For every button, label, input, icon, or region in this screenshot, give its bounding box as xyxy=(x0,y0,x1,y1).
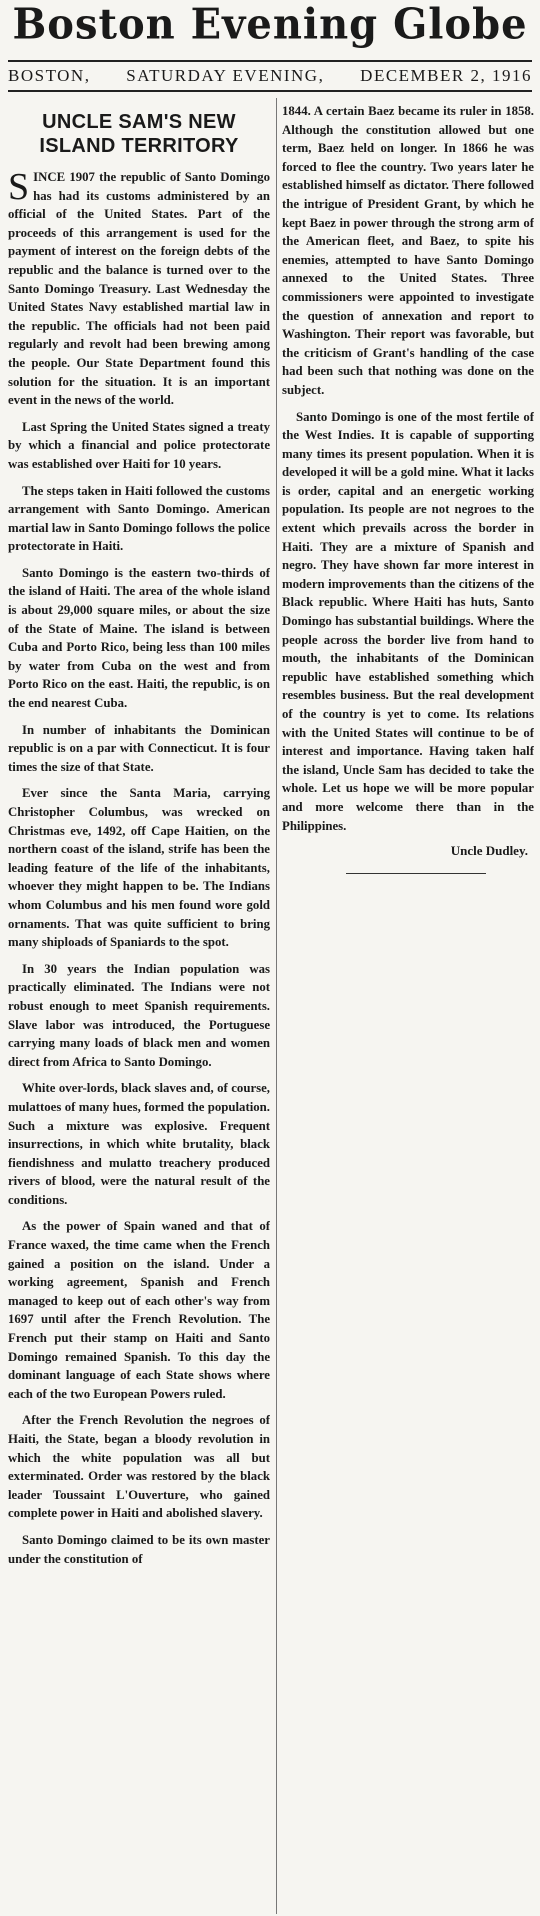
paragraph-10: Santo Domingo claimed to be its own master under the constitution of xyxy=(8,1532,270,1566)
paragraph-1: Last Spring the United States signed a treaty by which a financial and police protectorate was established over Haiti for 10 years. xyxy=(8,419,270,471)
article-headline xyxy=(8,110,270,158)
paragraph-11: Santo Domingo is one of the most fertile of the West Indies. It is capable of supporting many times its present population. When it is developed it will be a gold mine. What it lacks is order, capital and an energetic working population. Its people are not negroes to the extent which prevails across the border in Haiti. They are a mixture of Spanish and negro. They have shown far more interest in modern improvements than the citizens of the Black republic. Where Haiti has huts, Santo Domingo has substantial buildings. Where the people across the border live from hand to mouth, the inhabitants of the Dominican republic have established something which resembles business. But the real development of the country is yet to come. Its relations with the United States will continue to be of interest and importance. Having taken half the island, Uncle Sam has decided to take the whole. Let us hope we will be more popular and more welcome there than in the Philippines. xyxy=(282,409,534,833)
drop-cap: S xyxy=(8,166,30,208)
paragraph-3: Santo Domingo is the eastern two-thirds of the island of Haiti. The area of the whole island is about 29,000 square miles, or about the size of the State of Maine. The island is between Cuba and Porto Rico, being less than 100 miles by water from Cuba on the west and from Porto Rico on the east. Haiti, the republic, is on the end nearest Cuba. xyxy=(8,565,270,711)
paragraph-5: Ever since the Santa Maria, carrying Christopher Columbus, was wrecked on Christmas eve, 1492, off Cape Haitien, on the northern coast of the island, strife has been the leading feature of the life of the inhabitants, whoever they might happen to be. The Indians whom Columbus and his men found wore gold ornaments. That was quite sufficient to bring many shiploads of Spaniards to the spot. xyxy=(8,786,270,950)
paragraph-4: In number of inhabitants the Dominican republic is on a par with Connecticut. It is four times the size of that State. xyxy=(8,722,270,774)
headline-line-1: UNCLE SAM'S NEW xyxy=(42,111,236,133)
newspaper-title: Boston Evening Globe xyxy=(12,0,528,50)
end-rule xyxy=(346,873,486,874)
article-column-right xyxy=(282,102,534,1082)
author-signature: Uncle Dudley. xyxy=(450,843,528,859)
paragraph-8: As the power of Spain waned and that of France waxed, the time came when the French gained a position on the island. Under a working agreement, Spanish and French managed to keep out of each other's way from 1697 until after the French Revolution. The French put their stamp on Haiti and Santo Domingo remained Spanish. To this day the dominant language of each State shows where each of the two European Powers ruled. xyxy=(8,1219,270,1401)
masthead-bottom-rule xyxy=(8,90,532,92)
masthead-top-rule xyxy=(8,60,532,62)
masthead xyxy=(0,0,540,64)
paragraph-9: After the French Revolution the negroes of Haiti, the State, began a bloody revolution in which the white population was all but exterminated. Order was restored by the black leader Toussaint L'Ouverture, who gained complete power in Haiti and abolished slavery. xyxy=(8,1413,270,1521)
paragraph-6: In 30 years the Indian population was practically eliminated. The Indians were not robust enough to meet Spanish requirements. Slave labor was introduced, the Portuguese carrying many loads of black men and women direct from Africa to Santo Domingo. xyxy=(8,961,270,1069)
dateline-date: DECEMBER 2, 1916 xyxy=(360,66,532,85)
column-divider xyxy=(276,98,277,1914)
paragraph-2: The steps taken in Haiti followed the customs arrangement with Santo Domingo. American martial law in Santo Domingo follows the police protectorate in Haiti. xyxy=(8,483,270,554)
dateline-day: SATURDAY EVENING, xyxy=(126,66,325,85)
headline-line-2: ISLAND TERRITORY xyxy=(39,135,239,157)
continuation-paragraph: 1844. A certain Baez became its ruler in 1858. Although the constitution allowed but one term, Baez held on longer. In 1866 he was forced to flee the country. Two years later he established himself as dictator. There followed the intrigue of President Grant, by which he kept Baez in power through the strong arm of the American fleet, and Baez, to spite his enemies, attempted to have Santo Domingo annexed to the United States. Three commissioners were appointed to investigate the question of annexation and report to Washington. Their report was favorable, but the criticism of Grant's handling of the case had been such that nothing was done on the subject. xyxy=(282,104,534,397)
article-column-left xyxy=(8,102,270,1910)
dateline xyxy=(8,66,532,88)
dateline-place: BOSTON, xyxy=(8,66,91,85)
lead-paragraph-text: INCE 1907 the republic of Santo Domingo has had its customs administered by an official of the United States. Part of the proceeds of this arrangement is used for the payment of interest on the foreign debts of the republic and the balance is turned over to the Santo Domingo Treasury. Last Wednesday the United States Navy established martial law in the republic. The officials had not been paid regularly and revolt had been brewing among the people. Our State Department found this solution for the situation. It is an important event in the news of the world. xyxy=(8,170,270,408)
paragraph-7: White over-lords, black slaves and, of course, mulattoes of many hues, formed the population. Such a mixture was explosive. Frequent insurrections, in which white brutality, black fiendishness and mulatto treachery produced rivers of blood, were the natural result of the conditions. xyxy=(8,1081,270,1207)
lead-paragraph xyxy=(8,168,270,410)
